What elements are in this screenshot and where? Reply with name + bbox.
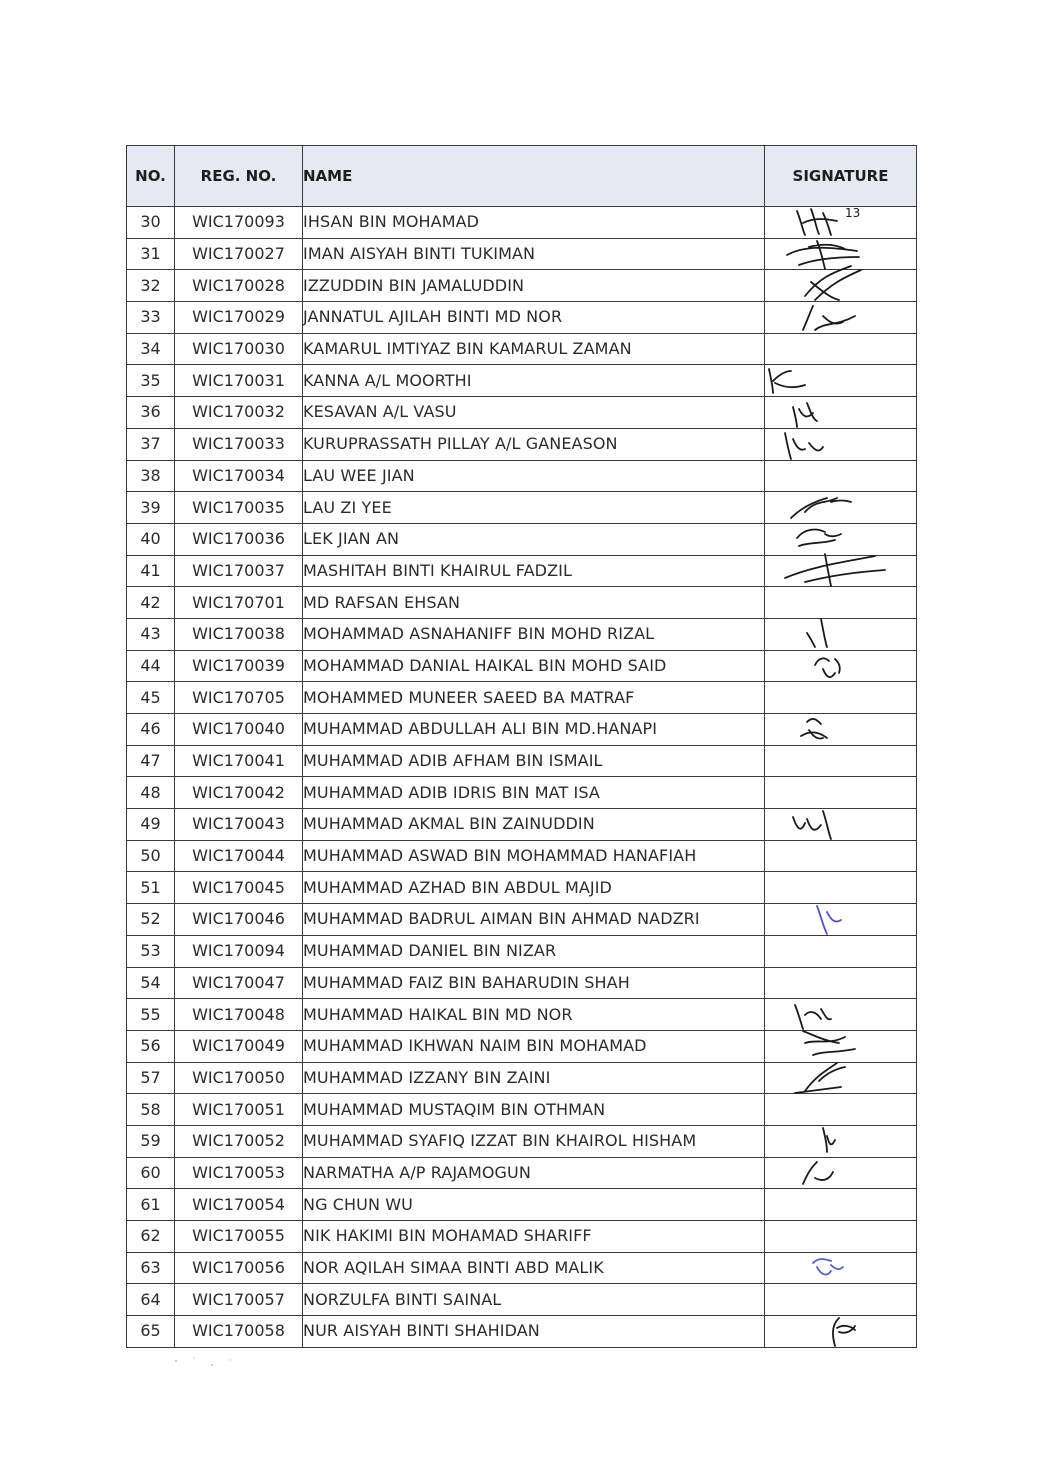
row-number: 45	[127, 682, 175, 714]
signature-stroke	[803, 1031, 855, 1055]
reg-no: WIC170047	[175, 967, 303, 999]
student-name: NUR AISYAH BINTI SHAHIDAN	[303, 1316, 765, 1348]
signature-stroke	[787, 241, 859, 269]
signature-stroke	[797, 209, 837, 235]
student-name: MD RAFSAN EHSAN	[303, 587, 765, 619]
student-name: NIK HAKIMI BIN MOHAMAD SHARIFF	[303, 1221, 765, 1253]
reg-no: WIC170036	[175, 523, 303, 555]
row-number: 33	[127, 302, 175, 334]
student-name: MUHAMMAD ABDULLAH ALI BIN MD.HANAPI	[303, 714, 765, 746]
row-number: 51	[127, 872, 175, 904]
reg-no: WIC170043	[175, 809, 303, 841]
header-reg-no: REG. NO.	[175, 146, 303, 207]
row-number: 32	[127, 270, 175, 302]
signature-cell	[765, 1062, 917, 1094]
row-number: 37	[127, 428, 175, 460]
student-name: MUHAMMAD ADIB AFHAM BIN ISMAIL	[303, 745, 765, 777]
table-row	[127, 492, 917, 524]
table-row	[127, 270, 917, 302]
signature-cell	[765, 397, 917, 429]
student-name: LAU ZI YEE	[303, 492, 765, 524]
table-row	[127, 967, 917, 999]
row-number: 48	[127, 777, 175, 809]
header-row	[127, 146, 917, 207]
table-row	[127, 809, 917, 841]
row-number: 41	[127, 555, 175, 587]
reg-no: WIC170041	[175, 745, 303, 777]
reg-no: WIC170039	[175, 650, 303, 682]
student-name: MASHITAH BINTI KHAIRUL FADZIL	[303, 555, 765, 587]
row-number: 62	[127, 1221, 175, 1253]
reg-no: WIC170028	[175, 270, 303, 302]
signature-stroke	[795, 1063, 845, 1093]
row-number: 39	[127, 492, 175, 524]
student-name: KANNA A/L MOORTHI	[303, 365, 765, 397]
header-name: NAME	[303, 146, 765, 207]
row-number: 61	[127, 1189, 175, 1221]
row-number: 38	[127, 460, 175, 492]
student-name: IZZUDDIN BIN JAMALUDDIN	[303, 270, 765, 302]
table-row	[127, 587, 917, 619]
signature-mark	[765, 1253, 917, 1284]
reg-no: WIC170049	[175, 1030, 303, 1062]
row-number: 30	[127, 207, 175, 239]
signature-stroke	[805, 266, 861, 300]
attendance-sheet	[126, 145, 916, 1348]
signature-cell	[765, 1125, 917, 1157]
signature-cell	[765, 238, 917, 270]
table-row	[127, 555, 917, 587]
table-row	[127, 650, 917, 682]
signature-cell	[765, 555, 917, 587]
table-row	[127, 1316, 917, 1348]
signature-cell	[765, 365, 917, 397]
signature-stroke	[795, 1005, 831, 1029]
student-name: MOHAMMED MUNEER SAEED BA MATRAF	[303, 682, 765, 714]
student-name: IMAN AISYAH BINTI TUKIMAN	[303, 238, 765, 270]
table-row	[127, 1189, 917, 1221]
signature-stroke	[793, 811, 831, 839]
signature-cell	[765, 714, 917, 746]
table-row	[127, 935, 917, 967]
signature-stroke	[769, 369, 805, 393]
signature-mark	[765, 1316, 917, 1347]
signature-mark	[765, 207, 917, 238]
signature-cell	[765, 650, 917, 682]
reg-no: WIC170054	[175, 1189, 303, 1221]
signature-stroke	[791, 498, 851, 518]
row-number: 63	[127, 1252, 175, 1284]
signature-cell	[765, 428, 917, 460]
student-name: MUHAMMAD DANIEL BIN NIZAR	[303, 935, 765, 967]
row-number: 47	[127, 745, 175, 777]
header-signature: SIGNATURE	[765, 146, 917, 207]
signature-mark	[765, 1031, 917, 1062]
signature-cell	[765, 1157, 917, 1189]
signature-stroke	[785, 554, 885, 586]
signature-cell	[765, 967, 917, 999]
row-number: 57	[127, 1062, 175, 1094]
student-name: MOHAMMAD ASNAHANIFF BIN MOHD RIZAL	[303, 618, 765, 650]
table-row	[127, 302, 917, 334]
row-number: 55	[127, 999, 175, 1031]
signature-mark	[765, 492, 917, 523]
reg-no: WIC170045	[175, 872, 303, 904]
row-number: 31	[127, 238, 175, 270]
signature-cell	[765, 872, 917, 904]
signature-stroke	[823, 1128, 835, 1152]
table-row	[127, 1252, 917, 1284]
reg-no: WIC170037	[175, 555, 303, 587]
signature-cell	[765, 492, 917, 524]
reg-no: WIC170035	[175, 492, 303, 524]
row-number: 65	[127, 1316, 175, 1348]
table-row	[127, 238, 917, 270]
table-row	[127, 872, 917, 904]
signature-cell	[765, 935, 917, 967]
reg-no: WIC170034	[175, 460, 303, 492]
student-name: NARMATHA A/P RAJAMOGUN	[303, 1157, 765, 1189]
reg-no: WIC170033	[175, 428, 303, 460]
table-row	[127, 397, 917, 429]
signature-mark	[765, 556, 917, 587]
reg-no: WIC170046	[175, 904, 303, 936]
table-row	[127, 777, 917, 809]
signature-cell	[765, 904, 917, 936]
signature-cell	[765, 1316, 917, 1348]
signature-cell	[765, 460, 917, 492]
signature-mark	[765, 270, 917, 301]
student-name: MUHAMMAD BADRUL AIMAN BIN AHMAD NADZRI	[303, 904, 765, 936]
student-name: MUHAMMAD SYAFIQ IZZAT BIN KHAIROL HISHAM	[303, 1125, 765, 1157]
signature-cell	[765, 682, 917, 714]
student-name: MUHAMMAD AZHAD BIN ABDUL MAJID	[303, 872, 765, 904]
row-number: 40	[127, 523, 175, 555]
signature-note: 13	[845, 206, 861, 220]
student-name: LAU WEE JIAN	[303, 460, 765, 492]
signature-mark	[765, 904, 917, 935]
reg-no: WIC170032	[175, 397, 303, 429]
row-number: 50	[127, 840, 175, 872]
signature-cell	[765, 840, 917, 872]
signature-mark	[765, 1063, 917, 1094]
signature-stroke	[793, 403, 817, 427]
table-row	[127, 682, 917, 714]
table-row	[127, 1157, 917, 1189]
student-name: MUHAMMAD IZZANY BIN ZAINI	[303, 1062, 765, 1094]
signature-mark	[765, 714, 917, 745]
signature-cell	[765, 1189, 917, 1221]
reg-no: WIC170701	[175, 587, 303, 619]
student-name: MUHAMMAD ADIB IDRIS BIN MAT ISA	[303, 777, 765, 809]
row-number: 58	[127, 1094, 175, 1126]
table-row	[127, 207, 917, 239]
reg-no: WIC170055	[175, 1221, 303, 1253]
reg-no: WIC170042	[175, 777, 303, 809]
row-number: 35	[127, 365, 175, 397]
signature-stroke	[815, 658, 840, 677]
reg-no: WIC170048	[175, 999, 303, 1031]
signature-cell	[765, 809, 917, 841]
reg-no: WIC170051	[175, 1094, 303, 1126]
table-row	[127, 523, 917, 555]
signature-cell	[765, 523, 917, 555]
row-number: 44	[127, 650, 175, 682]
student-name: NOR AQILAH SIMAA BINTI ABD MALIK	[303, 1252, 765, 1284]
reg-no: WIC170029	[175, 302, 303, 334]
reg-no: WIC170058	[175, 1316, 303, 1348]
signature-cell	[765, 587, 917, 619]
table-row	[127, 365, 917, 397]
signature-cell	[765, 302, 917, 334]
table-row	[127, 1125, 917, 1157]
table-row	[127, 999, 917, 1031]
row-number: 59	[127, 1125, 175, 1157]
signature-cell	[765, 333, 917, 365]
signature-mark	[765, 524, 917, 555]
reg-no: WIC170027	[175, 238, 303, 270]
signature-stroke	[803, 1162, 833, 1184]
reg-no: WIC170094	[175, 935, 303, 967]
student-name: MUHAMMAD IKHWAN NAIM BIN MOHAMAD	[303, 1030, 765, 1062]
row-number: 49	[127, 809, 175, 841]
row-number: 53	[127, 935, 175, 967]
signature-cell	[765, 1252, 917, 1284]
table-row	[127, 460, 917, 492]
row-number: 64	[127, 1284, 175, 1316]
row-number: 42	[127, 587, 175, 619]
student-name: KESAVAN A/L VASU	[303, 397, 765, 429]
table-row	[127, 840, 917, 872]
signature-cell	[765, 1094, 917, 1126]
signature-cell	[765, 745, 917, 777]
signature-stroke	[813, 1259, 843, 1274]
table-row	[127, 1094, 917, 1126]
student-name: NG CHUN WU	[303, 1189, 765, 1221]
student-name: IHSAN BIN MOHAMAD	[303, 207, 765, 239]
table-row	[127, 714, 917, 746]
signature-mark	[765, 651, 917, 682]
row-number: 34	[127, 333, 175, 365]
signature-stroke	[833, 1318, 855, 1346]
student-name: NORZULFA BINTI SAINAL	[303, 1284, 765, 1316]
table-row	[127, 333, 917, 365]
student-name: MUHAMMAD FAIZ BIN BAHARUDIN SHAH	[303, 967, 765, 999]
reg-no: WIC170093	[175, 207, 303, 239]
student-name: MUHAMMAD MUSTAQIM BIN OTHMAN	[303, 1094, 765, 1126]
table-row	[127, 745, 917, 777]
reg-no: WIC170056	[175, 1252, 303, 1284]
table-row	[127, 1284, 917, 1316]
signature-stroke	[817, 906, 841, 934]
table-row	[127, 1062, 917, 1094]
row-number: 43	[127, 618, 175, 650]
reg-no: WIC170053	[175, 1157, 303, 1189]
signature-stroke	[801, 719, 827, 739]
row-number: 54	[127, 967, 175, 999]
signature-mark	[765, 619, 917, 650]
table-row	[127, 904, 917, 936]
student-name: KURUPRASSATH PILLAY A/L GANEASON	[303, 428, 765, 460]
table-row	[127, 1030, 917, 1062]
reg-no: WIC170044	[175, 840, 303, 872]
row-number: 36	[127, 397, 175, 429]
student-name: MUHAMMAD ASWAD BIN MOHAMMAD HANAFIAH	[303, 840, 765, 872]
signature-cell	[765, 618, 917, 650]
signature-mark	[765, 999, 917, 1030]
header-no: NO.	[127, 146, 175, 207]
signature-stroke	[785, 433, 823, 459]
reg-no: WIC170040	[175, 714, 303, 746]
reg-no: WIC170705	[175, 682, 303, 714]
signature-cell	[765, 1284, 917, 1316]
signature-stroke	[807, 619, 827, 647]
student-name: KAMARUL IMTIYAZ BIN KAMARUL ZAMAN	[303, 333, 765, 365]
reg-no: WIC170038	[175, 618, 303, 650]
row-number: 56	[127, 1030, 175, 1062]
signature-cell	[765, 999, 917, 1031]
signature-mark	[765, 239, 917, 270]
attendance-table	[126, 145, 917, 1348]
reg-no: WIC170030	[175, 333, 303, 365]
row-number: 46	[127, 714, 175, 746]
signature-cell	[765, 1221, 917, 1253]
signature-mark	[765, 1158, 917, 1189]
scan-noise	[172, 1353, 242, 1373]
row-number: 52	[127, 904, 175, 936]
table-row	[127, 428, 917, 460]
signature-cell	[765, 777, 917, 809]
row-number: 60	[127, 1157, 175, 1189]
signature-mark	[765, 429, 917, 460]
signature-cell	[765, 270, 917, 302]
reg-no: WIC170057	[175, 1284, 303, 1316]
signature-cell	[765, 1030, 917, 1062]
table-row	[127, 1221, 917, 1253]
student-name: MUHAMMAD AKMAL BIN ZAINUDDIN	[303, 809, 765, 841]
table-body	[127, 207, 917, 1348]
reg-no: WIC170052	[175, 1125, 303, 1157]
signature-mark	[765, 809, 917, 840]
signature-cell	[765, 207, 917, 239]
student-name: MUHAMMAD HAIKAL BIN MD NOR	[303, 999, 765, 1031]
signature-mark	[765, 302, 917, 333]
signature-mark	[765, 1126, 917, 1157]
reg-no: WIC170050	[175, 1062, 303, 1094]
signature-mark	[765, 397, 917, 428]
signature-stroke	[797, 529, 841, 545]
reg-no: WIC170031	[175, 365, 303, 397]
table-row	[127, 618, 917, 650]
signature-mark	[765, 365, 917, 396]
student-name: JANNATUL AJILAH BINTI MD NOR	[303, 302, 765, 334]
signature-stroke	[803, 306, 855, 330]
student-name: LEK JIAN AN	[303, 523, 765, 555]
student-name: MOHAMMAD DANIAL HAIKAL BIN MOHD SAID	[303, 650, 765, 682]
